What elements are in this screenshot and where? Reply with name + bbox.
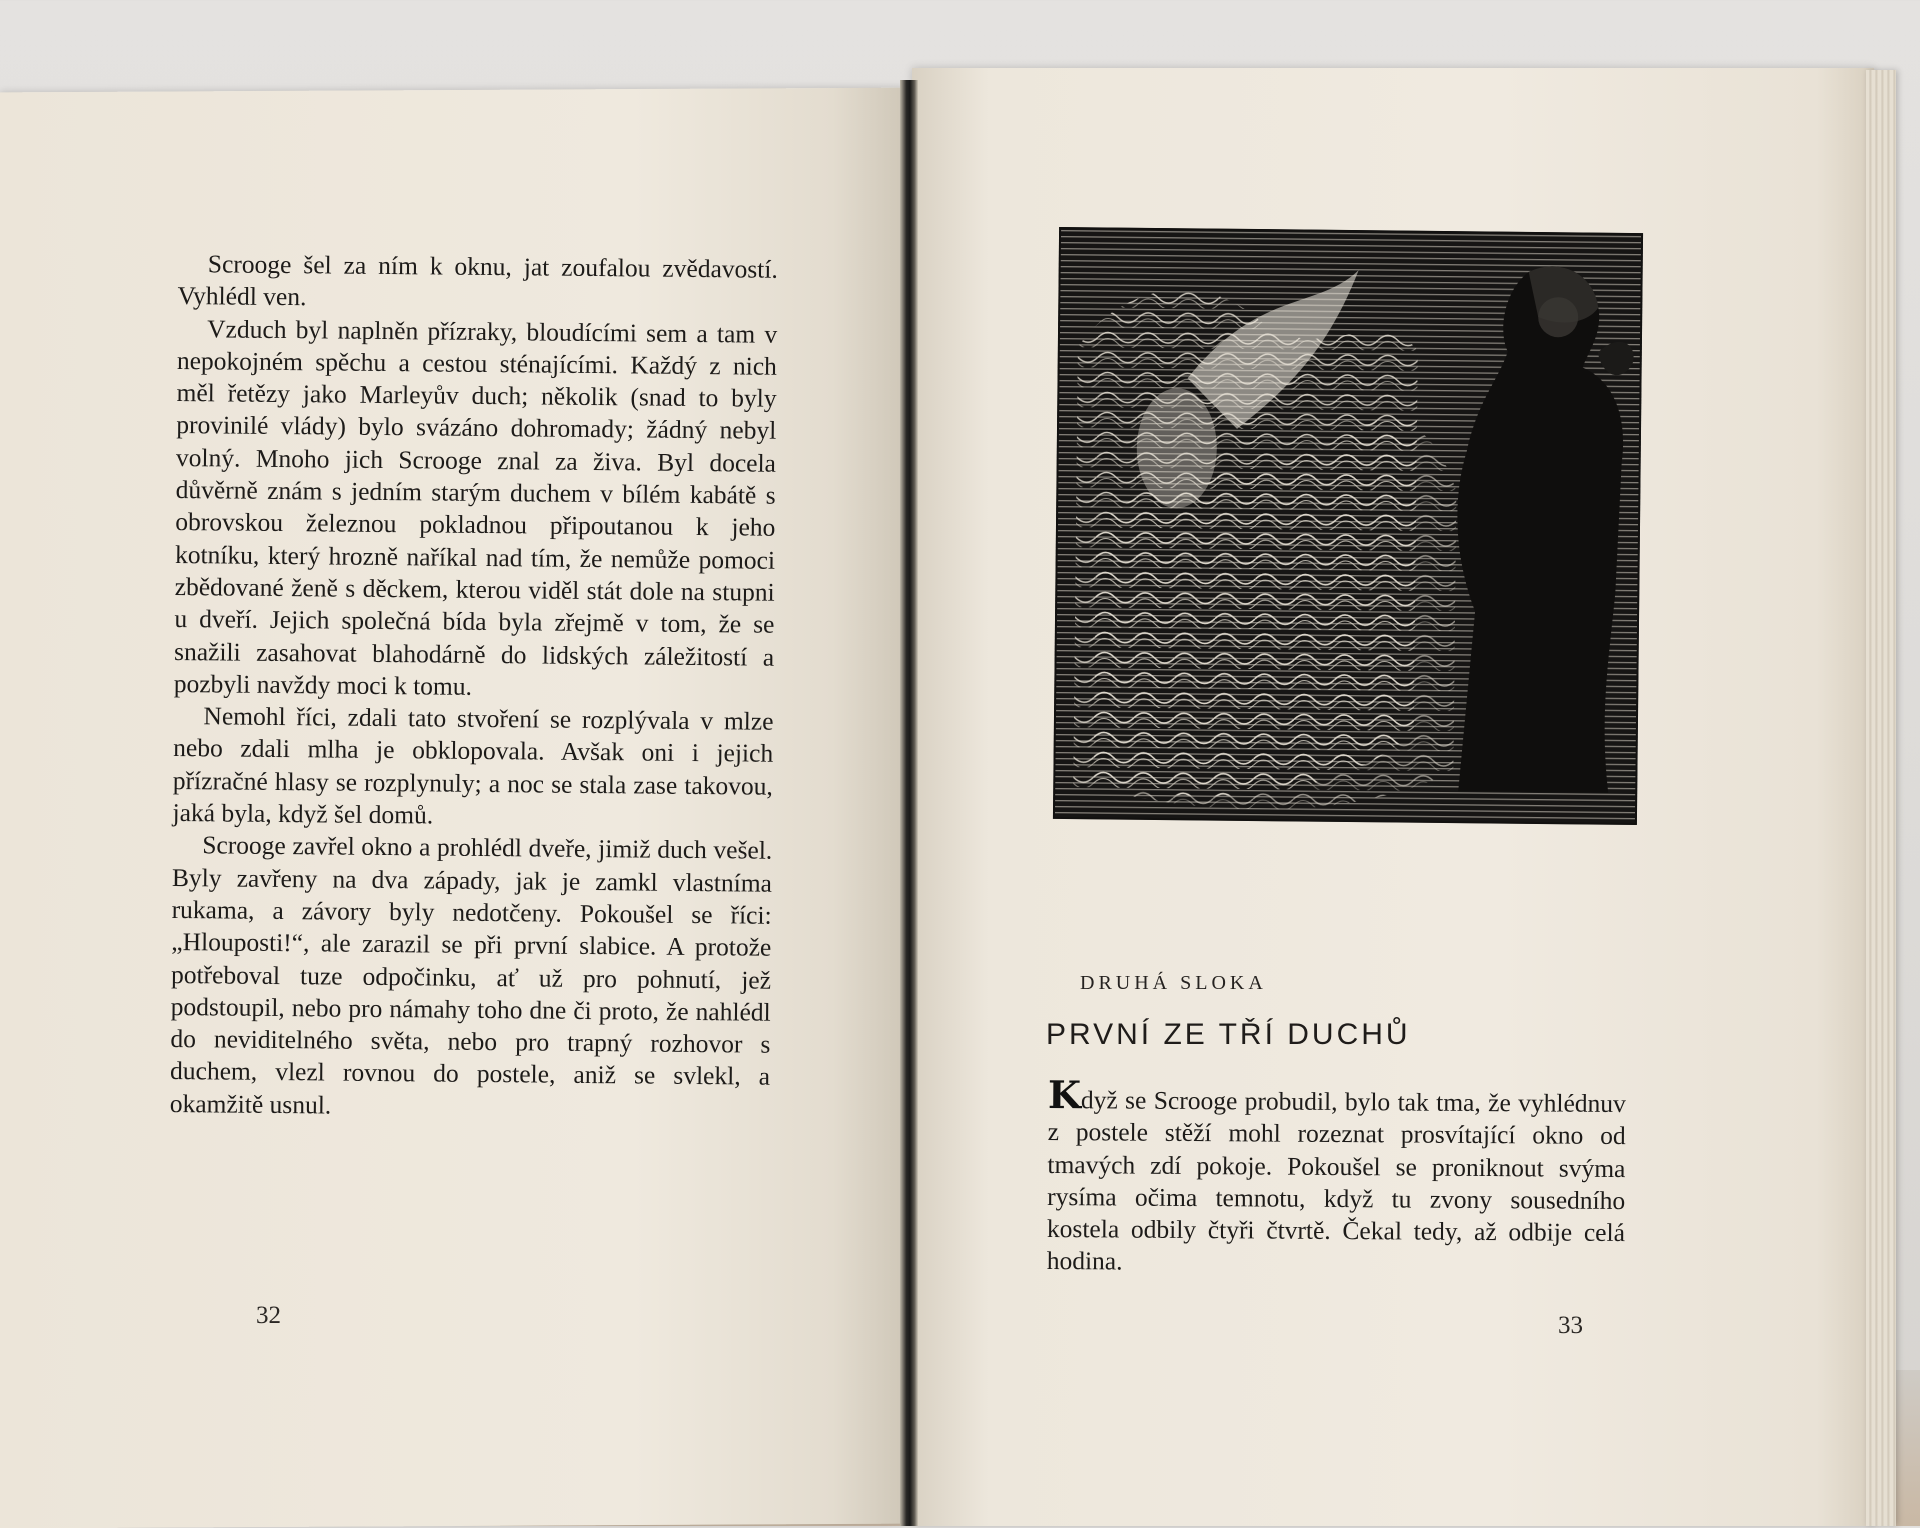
paragraph: Scrooge šel za ním k oknu, jat zoufalou zvědavostí. Vyhlédl ven. bbox=[177, 249, 778, 312]
woodcut-illustration bbox=[1053, 227, 1643, 825]
chapter-title: PRVNÍ ZE TŘÍ DUCHŮ bbox=[1046, 1018, 1411, 1051]
paragraph bbox=[1046, 1072, 1626, 1282]
paragraph: Scrooge zavřel okno a prohlédl dveře, jimiž duch vešel. Byly zavřeny na dva západy, jak je zamkl vlastníma rukama, a závory byly nedotčeny. Pokoušel se říci: „Hlouposti!“, ale zarazil se při první slabice. A protože potřeboval tuze odpočinku, ať už pro pohnutí, jež podstoupil, nebo pro námahy toho dne či proto, že nahlédl do neviditelného světa, nebo pro trapný rozhovor s duchem, vlezl rovnou do postele, aniž se svlekl, a okamžitě usnul. bbox=[169, 830, 773, 1120]
page-number-left: 32 bbox=[256, 1302, 281, 1329]
paragraph: Nemohl říci, zdali tato stvoření se rozplývala v mlze nebo zdali mlha je obklopovala. Avšak oni i jejich přízračné hlasy se rozplynuly; a noc se stala zase takovou, jaká byla, když šel domů. bbox=[172, 701, 774, 830]
book-gutter bbox=[900, 80, 918, 1526]
left-page-text bbox=[170, 248, 778, 1126]
page-edges bbox=[1866, 70, 1896, 1526]
paragraph: Vzduch byl naplněn přízraky, bloudícími sem a tam v nepokojném spěchu a cestou sténajícími. Každý z nich měl řetězy jako Marleyův duch; několik (snad to byly provinilé vlády) bylo svázáno dohromady; žádný nebyl volný. Mnoho jich Scrooge znal za živa. Byl docela důvěrně znám s jedním starým duchem v bílém kabátě s obrovskou železnou pokladnou připoutanou k jeho kotníku, který hrozně naříkal nad tím, že nemůže pomoci zbědované ženě s děckem, kterou viděl stát dole na stupni u dveří. Jejich společná bída byla zřejmě v tom, že se snažili zasahovat blahodárně do lidských záležitostí a pozbyli navždy moci k tomu. bbox=[173, 313, 778, 701]
chapter-label: DRUHÁ SLOKA bbox=[1080, 972, 1267, 994]
right-page-text bbox=[1046, 1072, 1626, 1282]
page-number-right: 33 bbox=[1558, 1312, 1583, 1339]
drop-cap: K bbox=[1047, 1072, 1082, 1118]
paragraph-text: dyž se Scrooge probudil, bylo tak tma, že vyhlédnuv z postele stěží mohl rozeznat prosvítající okno od tmavých zdí pokoje. Pokoušel se proniknout svýma rysíma očima temnotu, když tu zvony sousedního kostela odbily čtyři čtvrtě. Čekal tedy, až odbije celá hodina. bbox=[1046, 1085, 1626, 1277]
